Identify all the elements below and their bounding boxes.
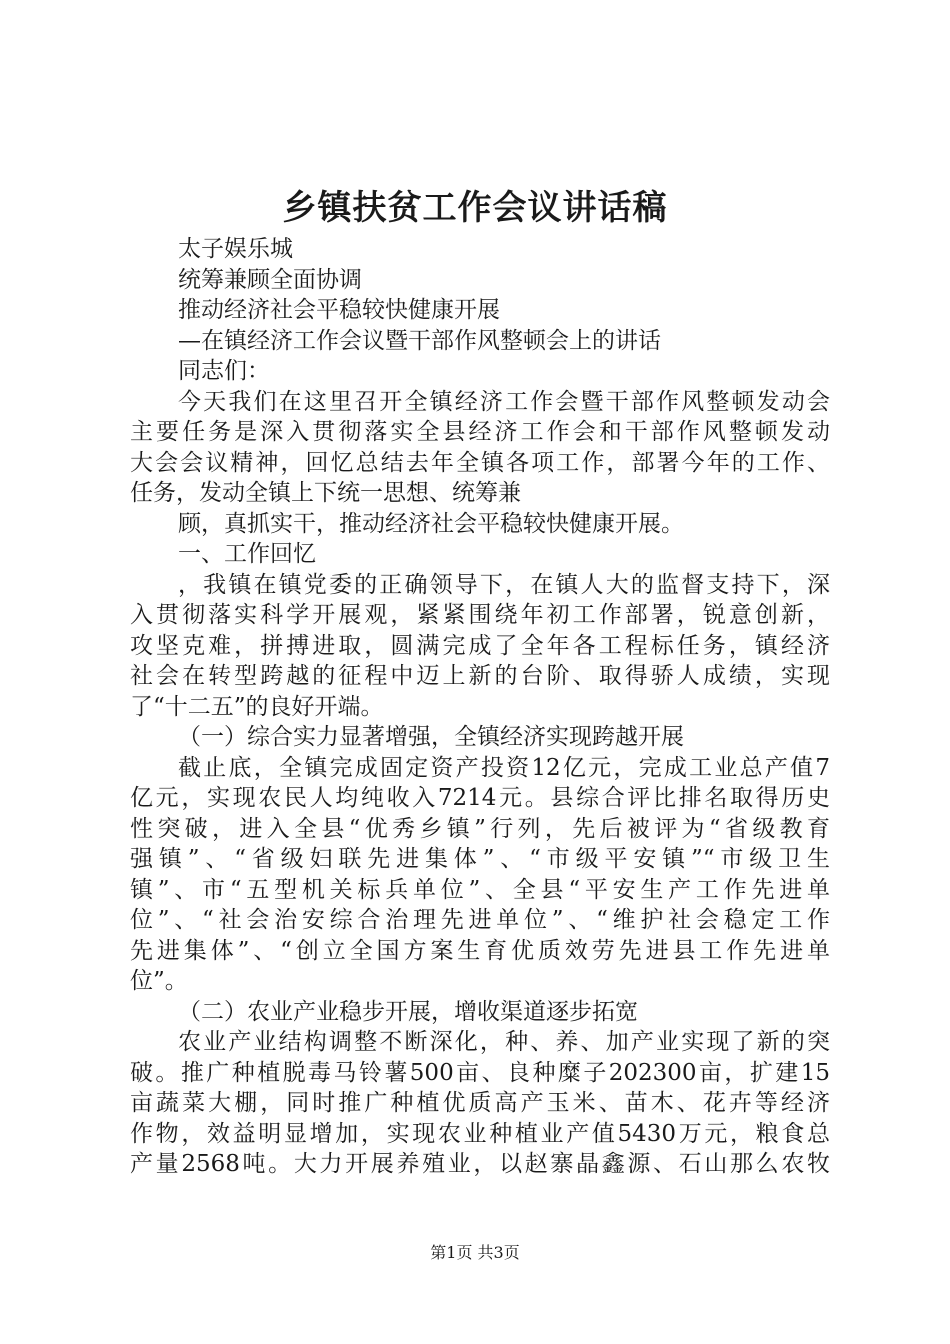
text-line: 入贯彻落实科学开展观，紧紧围绕年初工作部署，锐意创新， bbox=[130, 602, 830, 628]
document-body bbox=[130, 234, 830, 1180]
text-line: 镇”、市“五型机关标兵单位”、全县“平安生产工作先进单 bbox=[130, 876, 830, 903]
text-line: 破。推广种植脱毒马铃薯500亩、良种糜子202300亩，扩建15 bbox=[130, 1059, 830, 1086]
text-line: ，我镇在镇党委的正确领导下，在镇人大的监督支持下，深 bbox=[178, 571, 830, 598]
page-footer: 第1页 共3页 bbox=[430, 1243, 520, 1262]
text-line: 任务，发动全镇上下统一思想、统筹兼 bbox=[130, 480, 521, 506]
text-line: 同志们： bbox=[178, 358, 270, 384]
text-line: 了“十二五”的良好开端。 bbox=[130, 693, 384, 720]
text-line: —在镇经济工作会议暨干部作风整顿会上的讲话 bbox=[178, 327, 661, 354]
text-line: 截止底，全镇完成固定资产投资12亿元，完成工业总产值7 bbox=[178, 754, 830, 781]
text-line: 推动经济社会平稳较快健康开展 bbox=[178, 297, 500, 323]
text-line: 统筹兼顾全面协调 bbox=[178, 266, 362, 293]
text-line: 产量2568吨。大力开展养殖业，以赵寨晶鑫源、石山那么农牧 bbox=[130, 1151, 830, 1177]
text-line: 先进集体”、“创立全国方案生育优质效劳先进县工作先进单 bbox=[130, 937, 830, 964]
text-line: 攻坚克难，拼搏进取，圆满完成了全年各工程标任务，镇经济 bbox=[130, 632, 830, 659]
text-line: 性突破，进入全县“优秀乡镇”行列，先后被评为“省级教育 bbox=[130, 815, 830, 842]
text-line: 今天我们在这里召开全镇经济工作会暨干部作风整顿发动会 bbox=[178, 388, 830, 415]
text-line: （一）综合实力显著增强，全镇经济实现跨越开展 bbox=[178, 724, 684, 750]
text-line: 强镇”、“省级妇联先进集体”、“市级平安镇”“市级卫生 bbox=[130, 846, 830, 872]
text-line: 一、工作回忆 bbox=[178, 541, 316, 567]
text-line: 顾，真抓实干，推动经济社会平稳较快健康开展。 bbox=[178, 510, 684, 537]
text-line: 亩蔬菜大棚，同时推广种植优质高产玉米、苗木、花卉等经济 bbox=[130, 1090, 830, 1116]
text-line: 大会会议精神，回忆总结去年全镇各项工作，部署今年的工作、 bbox=[130, 449, 830, 476]
text-line: 位”。 bbox=[130, 968, 188, 994]
text-line: 太子娱乐城 bbox=[178, 236, 293, 262]
text-line: 主要任务是深入贯彻落实全县经济工作会和干部作风整顿发动 bbox=[130, 419, 830, 445]
text-line: 位”、“社会治安综合治理先进单位”、“维护社会稳定工作 bbox=[130, 907, 830, 933]
document-title: 乡镇扶贫工作会议讲话稿 bbox=[282, 188, 668, 228]
text-line: 作物，效益明显增加，实现农业种植业产值5430万元，粮食总 bbox=[130, 1120, 830, 1147]
text-line: （二）农业产业稳步开展，增收渠道逐步拓宽 bbox=[178, 998, 638, 1025]
text-line: 亿元，实现农民人均纯收入7214元。县综合评比排名取得历史 bbox=[130, 785, 830, 811]
text-line: 农业产业结构调整不断深化，种、养、加产业实现了新的突 bbox=[178, 1029, 830, 1055]
text-line: 社会在转型跨越的征程中迈上新的台阶、取得骄人成绩，实现 bbox=[130, 663, 830, 689]
